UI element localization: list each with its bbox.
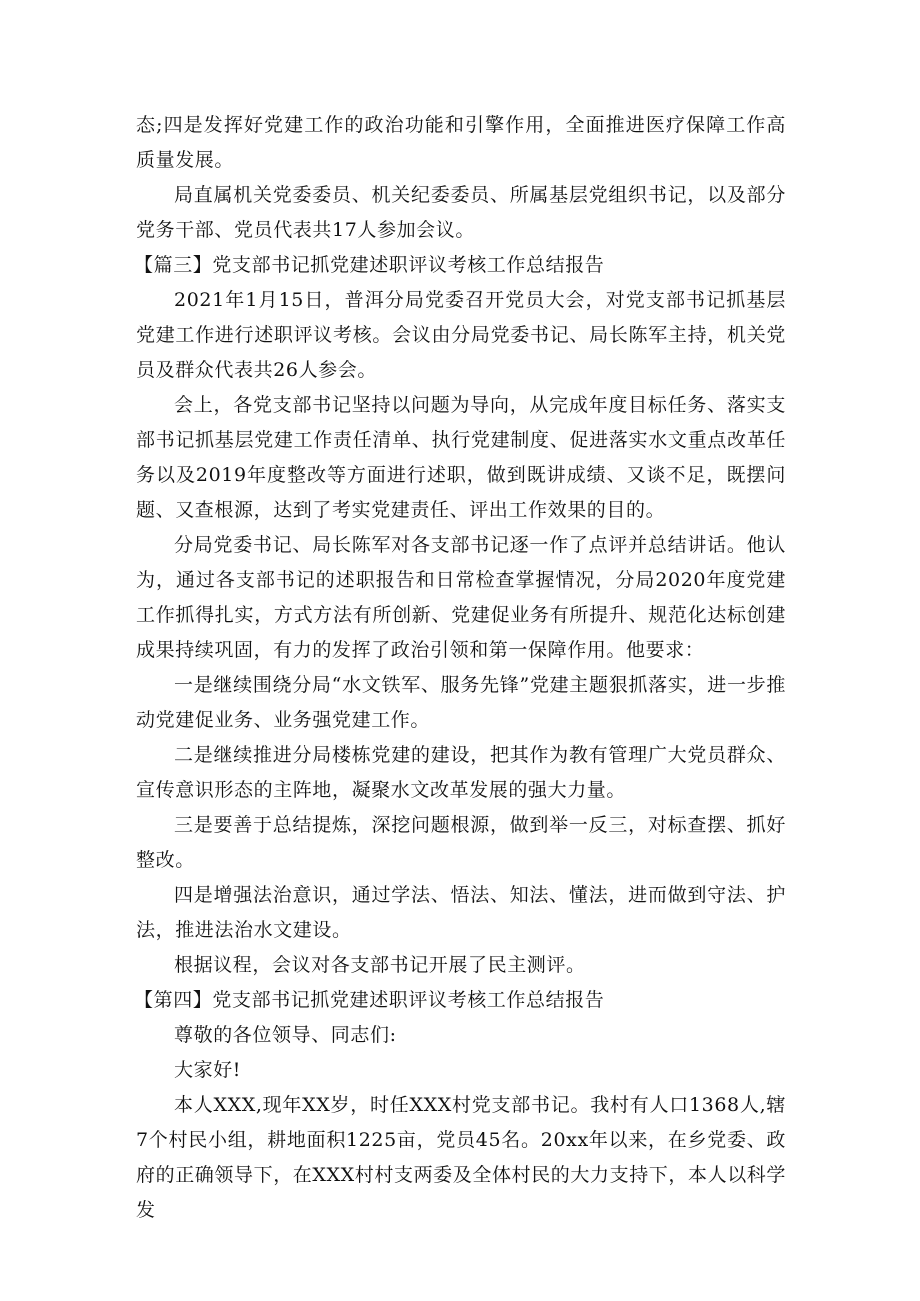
section-heading: 【篇三】党支部书记抓党建述职评议考核工作总结报告 (134, 254, 605, 276)
paragraph: 会上，各党支部书记坚持以问题为导向，从完成年度目标任务、落实支部书记抓基层党建工作责任清单、执行党建制度、促进落实水文重点改革任务以及2019年度整改等方面进行述职，做到既讲成绩、又谈不足，既摆问题、又查根源，达到了考实党建责任、评出工作效果的目的。 (136, 394, 786, 521)
paragraph: 分局党委书记、局长陈军对各支部书记逐一作了点评并总结讲话。他认为，通过各支部书记的述职报告和日常检查掌握情况，分局2020年度党建工作抓得扎实，方式方法有所创新、党建促业务有所提升、规范化达标创建成果持续巩固，有力的发挥了政治引领和第一保障作用。他要求： (136, 534, 786, 661)
paragraph: 局直属机关党委委员、机关纪委委员、所属基层党组织书记，以及部分党务干部、党员代表共17人参加会议。 (136, 184, 786, 241)
paragraph: 四是增强法治意识，通过学法、悟法、知法、懂法，进而做到守法、护法，推进法治水文建设。 (136, 884, 786, 941)
paragraph: 大家好! (174, 1059, 242, 1081)
paragraph: 根据议程，会议对各支部书记开展了民主测评。 (174, 954, 586, 976)
paragraph: 一是继续围绕分局“水文铁军、服务先锋”党建主题狠抓落实，进一步推动党建促业务、业务强党建工作。 (136, 674, 786, 731)
paragraph: 二是继续推进分局楼栋党建的建设，把其作为教有管理广大党员群众、宣传意识形态的主阵地，凝聚水文改革发展的强大力量。 (136, 744, 786, 801)
paragraph: 本人XXX,现年XX岁，时任XXX村党支部书记。我村有人口1368人,辖7个村民小组，耕地面积1225亩，党员45名。20xx年以来，在乡党委、政府的正确领导下，在XXX村村支两委及全体村民的大力支持下，本人以科学发 (136, 1094, 786, 1221)
paragraph: 三是要善于总结提炼，深挖问题根源，做到举一反三，对标查摆、抓好整改。 (136, 814, 786, 871)
section-heading: 【第四】党支部书记抓党建述职评议考核工作总结报告 (134, 989, 605, 1011)
paragraph: 态;四是发挥好党建工作的政治功能和引擎作用，全面推进医疗保障工作高质量发展。 (136, 114, 786, 171)
paragraph: 2021年1月15日，普洱分局党委召开党员大会，对党支部书记抓基层党建工作进行述职评议考核。会议由分局党委书记、局长陈军主持，机关党员及群众代表共26人参会。 (136, 289, 786, 381)
document-body (136, 108, 786, 1228)
paragraph: 尊敬的各位领导、同志们: (174, 1024, 397, 1046)
